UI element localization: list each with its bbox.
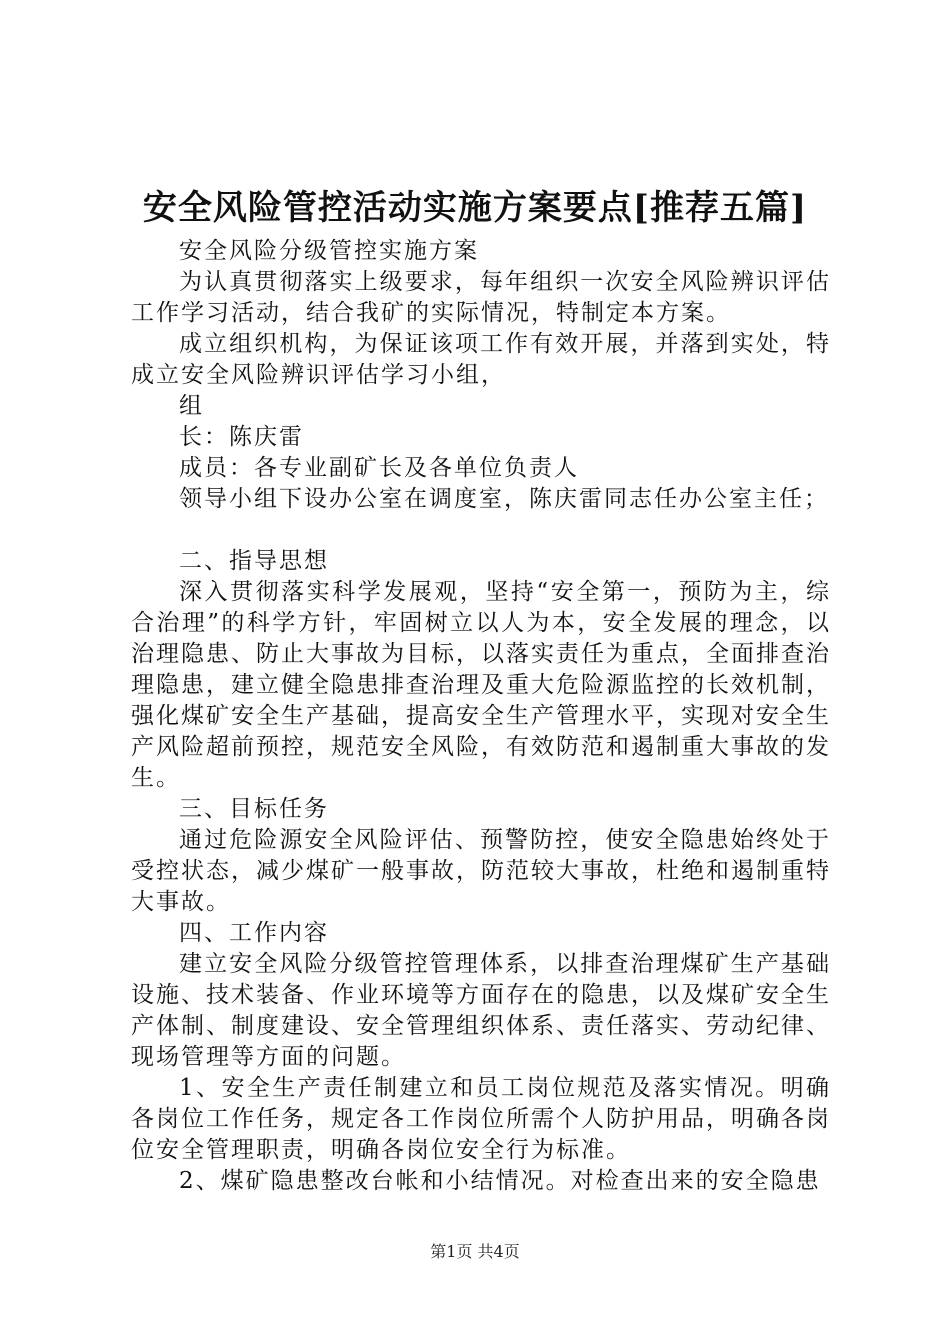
- paragraph: 通过危险源安全风险评估、预警防控，使安全隐患始终处于受控状态，减少煤矿一般事故，防范较大事故，杜绝和遏制重特大事故。: [131, 827, 831, 915]
- paragraph: 长：陈庆雷: [179, 424, 304, 450]
- paragraph: 领导小组下设办公室在调度室，陈庆雷同志任办公室主任；: [179, 486, 829, 512]
- paragraph: 组: [179, 393, 204, 419]
- blank-line: [131, 515, 831, 546]
- document-body: [131, 236, 831, 1197]
- document-title: 安全风险管控活动实施方案要点[推荐五篇]: [142, 188, 808, 228]
- paragraph: 成员：各专业副矿长及各单位负责人: [179, 455, 579, 481]
- list-item: 1、安全生产责任制建立和员工岗位规范及落实情况。明确各岗位工作任务，规定各工作岗位所需个人防护用品，明确各岗位安全管理职责，明确各岗位安全行为标准。: [131, 1075, 831, 1163]
- paragraph: 为认真贯彻落实上级要求，每年组织一次安全风险辨识评估工作学习活动，结合我矿的实际情况，特制定本方案。: [131, 269, 831, 326]
- paragraph: 深入贯彻落实科学发展观，坚持“安全第一，预防为主，综合治理”的科学方针，牢固树立以人为本，安全发展的理念，以治理隐患、防止大事故为目标，以落实责任为重点，全面排查治理隐患，建立健全隐患排查治理及重大危险源监控的长效机制，强化煤矿安全生产基础，提高安全生产管理水平，实现对安全生产风险超前预控，规范安全风险，有效防范和遏制重大事故的发生。: [131, 579, 831, 791]
- section-heading: 三、目标任务: [179, 796, 329, 822]
- page-footer: 第1页 共4页: [430, 1242, 520, 1261]
- section-heading: 二、指导思想: [179, 548, 329, 574]
- paragraph: 安全风险分级管控实施方案: [179, 238, 479, 264]
- section-heading: 四、工作内容: [179, 920, 329, 946]
- paragraph: 建立安全风险分级管控管理体系，以排查治理煤矿生产基础设施、技术装备、作业环境等方面存在的隐患，以及煤矿安全生产体制、制度建设、安全管理组织体系、责任落实、劳动纪律、现场管理等方面的问题。: [131, 951, 831, 1070]
- list-item: 2、煤矿隐患整改台帐和小结情况。对检查出来的安全隐患: [179, 1168, 821, 1194]
- paragraph: 成立组织机构，为保证该项工作有效开展，并落到实处，特成立安全风险辨识评估学习小组，: [131, 331, 831, 388]
